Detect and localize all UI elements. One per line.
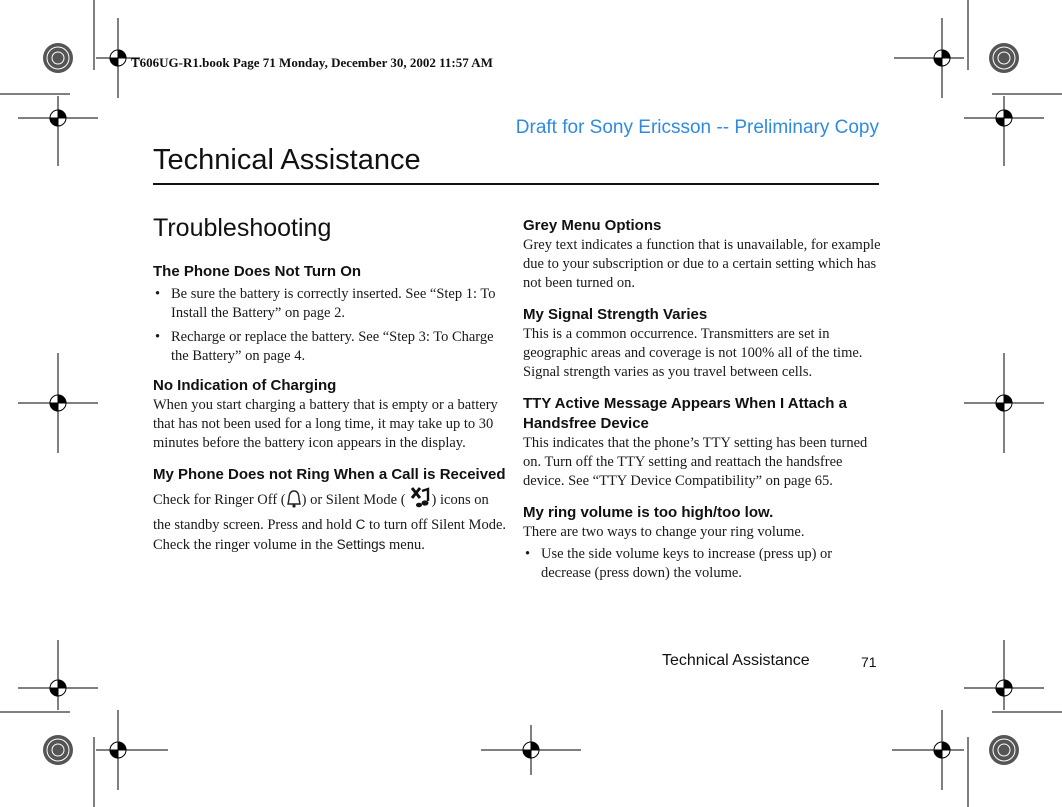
- starburst-mark: [989, 735, 1019, 765]
- grey-menu-text: Grey text indicates a function that is unavailable, for example due to your subscription or due to a certain setting which has not been turned on.: [523, 237, 881, 291]
- heading-no-charging: No Indication of Charging: [153, 377, 337, 394]
- chapter-title: Technical Assistance: [153, 144, 421, 176]
- list-item: • Recharge or replace the battery. See “Step 3: To Charge the Battery” on page 4.: [155, 329, 494, 364]
- list-item: • Use the side volume keys to increase (press up) or decrease (press down) the volume.: [525, 546, 833, 581]
- heading-grey-menu: Grey Menu Options: [523, 217, 662, 234]
- heading-tty: TTY Active Message Appears When I Attach a Handsfree Device: [523, 395, 847, 432]
- header-rule: [153, 183, 879, 185]
- crosshair-mark: [18, 96, 98, 166]
- crosshair-mark: [18, 353, 98, 453]
- crosshair-mark: [96, 710, 168, 790]
- book-info-line: T606UG-R1.book Page 71 Monday, December 30, 2002 11:57 AM: [131, 55, 493, 70]
- section-title: Troubleshooting: [153, 214, 332, 242]
- starburst-mark: [989, 43, 1019, 73]
- ring-volume-list: [523, 545, 881, 583]
- heading-no-ring: My Phone Does not Ring When a Call is Received: [153, 466, 506, 483]
- right-column: [523, 216, 881, 593]
- starburst-mark: [43, 43, 73, 73]
- left-column: [153, 212, 508, 555]
- draft-notice: Draft for Sony Ericsson -- Preliminary Copy: [515, 117, 879, 138]
- tty-text: This indicates that the phone’s TTY setting has been turned on. Turn off the TTY setting and reattach the handsfree device. See “TTY Device Compatibility” on page 65.: [523, 435, 868, 489]
- page-number: 71: [861, 654, 877, 670]
- heading-signal: My Signal Strength Varies: [523, 306, 708, 323]
- crosshair-mark: [964, 353, 1044, 453]
- signal-text: This is a common occurrence. Transmitters are set in geographic areas and coverage is not 100% all of the time. Signal strength varies as you travel between cells.: [523, 326, 863, 380]
- ring-volume-text: There are two ways to change your ring volume.: [523, 524, 805, 540]
- key-c: C: [355, 517, 366, 532]
- crosshair-mark: [964, 96, 1044, 166]
- settings-menu-label: Settings: [336, 537, 386, 552]
- crosshair-mark: [481, 725, 581, 775]
- starburst-mark: [43, 735, 73, 765]
- phone-not-on-list: [153, 285, 508, 366]
- no-charging-text: When you start charging a battery that is empty or a battery that has not been used for a long time, it may take up to 30 minutes before the battery icon appears in the display.: [153, 397, 498, 451]
- crosshair-mark: [894, 18, 964, 98]
- crosshair-mark: [964, 640, 1044, 710]
- heading-ring-volume: My ring volume is too high/too low.: [523, 504, 774, 521]
- heading-phone-not-on: The Phone Does Not Turn On: [153, 263, 362, 280]
- crosshair-mark: [18, 640, 98, 710]
- silent-mode-icon: [406, 485, 432, 515]
- no-ring-text: Check for Ringer Off ( ) or Silent Mode ( ) icons on the standby screen. Press and hold C to turn off Silent Mode. Check the ringer volume in the Settings menu.: [153, 485, 508, 555]
- list-item: • Be sure the battery is correctly inserted. See “Step 1: To Install the Battery” on page 2.: [155, 286, 496, 321]
- ringer-off-icon: [286, 489, 302, 515]
- crosshair-mark: [892, 710, 964, 790]
- footer-title: Technical Assistance: [662, 652, 810, 669]
